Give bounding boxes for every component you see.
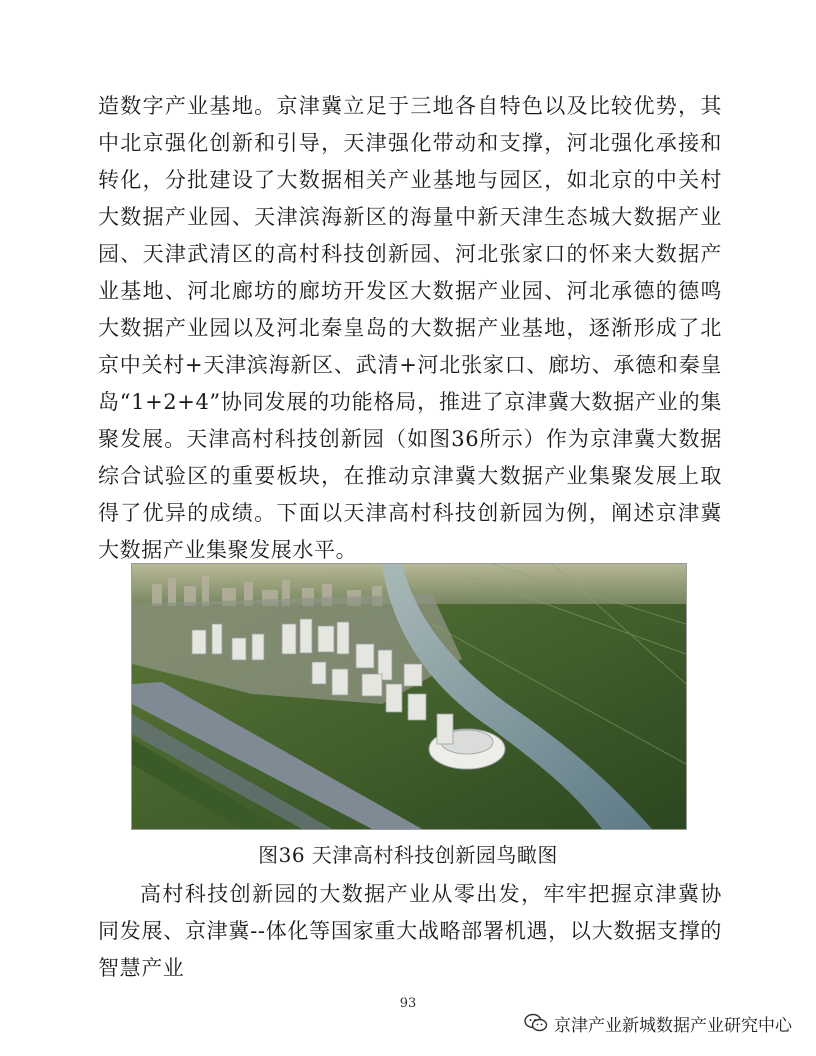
body-paragraph-2: 高村科技创新园的大数据产业从零出发，牢牢把握京津冀协同发展、京津冀--体化等国家重大战略部署机遇，以大数据支撑的智慧产业: [98, 882, 722, 980]
body-paragraph-1: 造数字产业基地。京津冀立足于三地各自特色以及比较优势，其中北京强化创新和引导，天津强化带动和支撑，河北强化承接和转化，分批建设了大数据相关产业基地与园区，如北京的中关村大数据产业园、天津滨海新区的海量中新天津生态城大数据产业园、天津武清区的高村科技创新园、河北张家口的怀来大数据产业基地、河北廊坊的廊坊开发区大数据产业园、河北承德的德鸣大数据产业园以及河北秦皇岛的大数据产业基地，逐渐形成了北京中关村+天津滨海新区、武清+河北张家口、廊坊、承德和秦皇岛“1+2+4”协同发展的功能格局，推进了京津冀大数据产业的集聚发展。天津高村科技创新园（如图36所示）作为京津冀大数据综合试验区的重要板块，在推动京津冀大数据产业集聚发展上取得了优异的成绩。下面以天津高村科技创新园为例，阐述京津冀大数据产业集聚发展水平。: [98, 94, 722, 562]
aerial-view-figure: [131, 563, 687, 830]
figure-caption: 图36 天津高村科技创新园鸟瞰图: [258, 843, 558, 867]
wechat-icon: [524, 1013, 548, 1033]
page-number: 93: [399, 996, 417, 1011]
aerial-view-illustration: [132, 564, 686, 829]
watermark-text: 京津产业新城数据产业研究中心: [554, 1015, 792, 1036]
source-watermark: [524, 1010, 792, 1036]
